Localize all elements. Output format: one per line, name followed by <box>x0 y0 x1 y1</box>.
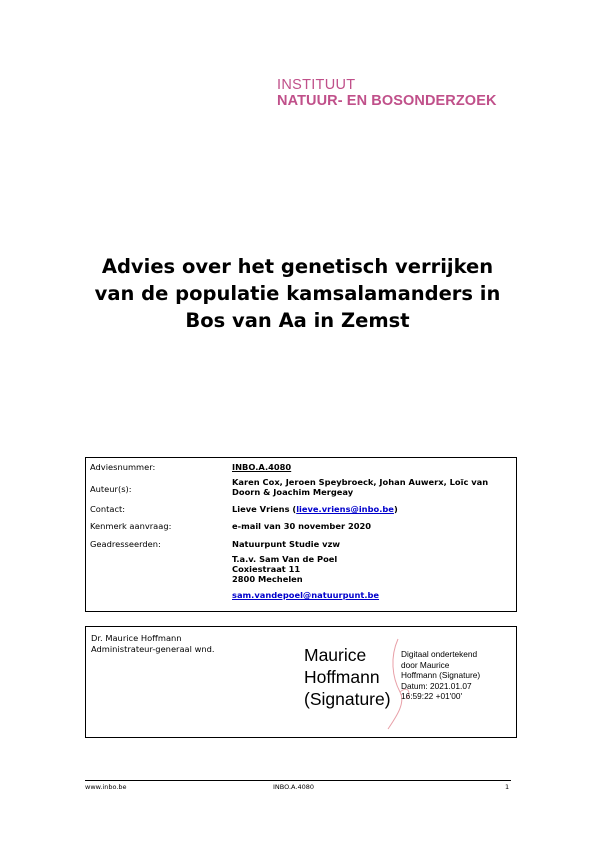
geadresseerden-line-4: 2800 Mechelen <box>232 574 303 584</box>
auteurs-line-2: Doorn & Joachim Mergeay <box>232 487 354 497</box>
footer-page-number: 1 <box>505 783 510 791</box>
auteurs-line-1: Karen Cox, Jeroen Speybroeck, Johan Auwerx, Loïc van <box>232 477 489 487</box>
digital-signature-name[interactable] <box>304 644 391 710</box>
signature-big-line-3: (Signature) <box>304 689 391 709</box>
signer-role: Administrateur-generaal wnd. <box>91 643 215 654</box>
contact-email-link[interactable]: lieve.vriens@inbo.be <box>296 504 394 514</box>
signature-small-line-1: Digitaal ondertekend <box>401 649 478 659</box>
logo-line-1: INSTITUUT <box>277 77 356 93</box>
geadresseerden-label: Geadresseerden: <box>90 539 161 549</box>
contact-close: ) <box>393 504 398 514</box>
contact-value <box>232 504 514 514</box>
auteurs-value <box>232 477 514 497</box>
signature-small-line-3: Hoffmann (Signature) <box>401 670 481 680</box>
footer-divider <box>85 780 511 781</box>
signature-box <box>85 626 517 738</box>
kenmerk-value: e-mail van 30 november 2020 <box>232 521 372 531</box>
kenmerk-label: Kenmerk aanvraag: <box>90 521 172 531</box>
footer-reference: INBO.A.4080 <box>273 783 314 791</box>
geadresseerden-line-3: Coxiestraat 11 <box>232 564 301 574</box>
signature-small-line-2: door Maurice <box>401 659 450 670</box>
contact-label: Contact: <box>90 504 126 514</box>
advice-info-box <box>85 457 517 612</box>
signer-name: Dr. Maurice Hoffmann <box>91 633 182 643</box>
geadresseerden-line-2: T.a.v. Sam Van de Poel <box>232 554 338 564</box>
geadresseerden-email-link[interactable]: sam.vandepoel@natuurpunt.be <box>232 590 380 600</box>
title-line-3: Bos van Aa in Zemst <box>185 309 410 332</box>
adviesnummer-value: INBO.A.4080 <box>232 462 292 472</box>
signature-small-line-4: Datum: 2021.01.07 <box>401 680 472 691</box>
inbo-logo <box>277 77 497 109</box>
contact-name: Lieve Vriens ( <box>232 504 297 514</box>
title-line-2: van de populatie kamsalamanders in <box>94 282 501 305</box>
document-title <box>60 253 535 334</box>
geadresseerden-line-1: Natuurpunt Studie vzw <box>232 539 341 549</box>
digital-signature-details <box>401 649 480 702</box>
title-line-1: Advies over het genetisch verrijken <box>101 255 494 278</box>
auteurs-label: Auteur(s): <box>90 484 132 494</box>
footer-website: www.inbo.be <box>85 783 127 791</box>
logo-line-2: NATUUR- EN BOSONDERZOEK <box>277 93 497 109</box>
signature-big-line-1: Maurice <box>304 645 367 665</box>
signature-small-line-5: 16:59:22 +01'00' <box>401 691 463 701</box>
signature-big-line-2: Hoffmann <box>304 667 380 687</box>
geadresseerden-value <box>232 539 514 600</box>
adviesnummer-label: Adviesnummer: <box>90 462 156 472</box>
signer-block <box>91 633 215 654</box>
